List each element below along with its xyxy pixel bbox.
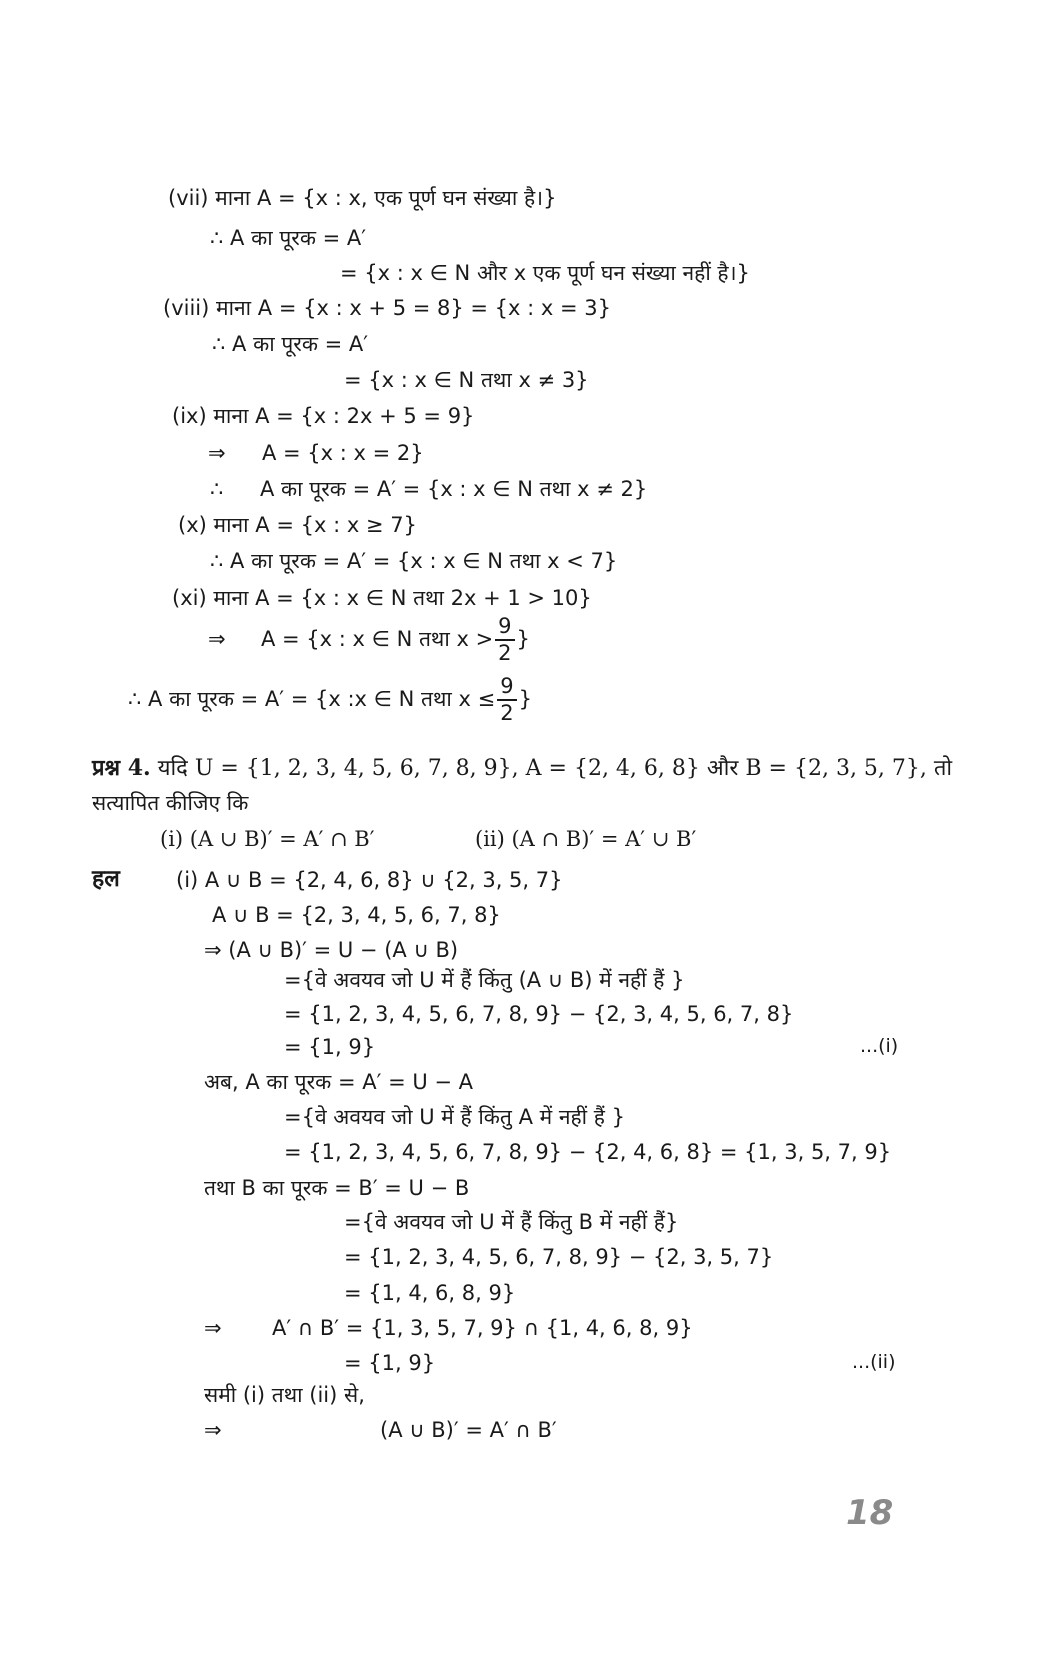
question-sub-i: (i) (A ∪ B)′ = A′ ∩ B′ <box>160 827 375 851</box>
implies-arrow: ⇒ <box>208 627 226 651</box>
part-label: (viii) <box>163 296 210 320</box>
part-lead: माना <box>213 586 249 610</box>
solution-line: ={वे अवयव जो U में हैं किंतु B में नहीं हैं} <box>344 1210 679 1234</box>
solution-line: अब, A का पूरक = A′ = U − A <box>204 1070 474 1094</box>
question-label: प्रश्न 4. <box>92 755 151 781</box>
complement-line: ∴ A का पूरक = A′ <box>210 226 367 250</box>
fraction-nine-halves: $\frac{9}{2}$ <box>497 676 516 724</box>
solution-line: (i) A ∪ B = {2, 4, 6, 8} ∪ {2, 3, 5, 7} <box>176 868 563 892</box>
complement-result: ∴ A का पूरक = A′ = {x :x ∈ N तथा x ≤ $\frac{9}{2}$ } <box>128 674 532 725</box>
complement-result: ∴ A का पूरक = A′ = {x : x ∈ N तथा x < 7} <box>210 549 618 573</box>
complement-result: = {x : x ∈ N तथा x ≠ 3} <box>344 368 589 392</box>
step-line: ⇒ A = {x : x ∈ N तथा x > $\frac{9}{2}$ } <box>208 614 530 665</box>
part-xi-line <box>172 588 592 609</box>
solution-line: ⇒ (A ∪ B)′ = U − (A ∪ B) <box>204 938 459 962</box>
solution-line: = {1, 2, 3, 4, 5, 6, 7, 8, 9} − {2, 3, 4, 5, 6, 7, 8} <box>284 1002 794 1026</box>
set-definition: A = {x : x, एक पूर्ण घन संख्या है।} <box>256 186 557 210</box>
part-viii-line <box>163 298 611 319</box>
question-sub-ii: (ii) (A ∩ B)′ = A′ ∪ B′ <box>475 827 697 851</box>
part-lead: माना <box>213 404 249 428</box>
solution-label: हल <box>92 866 120 892</box>
solution-line: ={वे अवयव जो U में हैं किंतु (A ∪ B) में नहीं हैं } <box>284 968 685 992</box>
solution-line: तथा B का पूरक = B′ = U − B <box>204 1176 470 1200</box>
solution-line: = {1, 2, 3, 4, 5, 6, 7, 8, 9} − {2, 3, 5, 7} <box>344 1245 774 1269</box>
question-text: यदि U = {1, 2, 3, 4, 5, 6, 7, 8, 9}, A = {2, 4, 6, 8} और B = {2, 3, 5, 7}, तो <box>157 756 953 781</box>
part-lead: माना <box>215 186 251 210</box>
implies-arrow: ⇒ <box>204 1418 222 1442</box>
solution-line: A′ ∩ B′ = {1, 3, 5, 7, 9} ∩ {1, 4, 6, 8, 9} <box>272 1316 693 1340</box>
page-number: 18 <box>846 1493 894 1533</box>
solution-line: A ∪ B = {2, 3, 4, 5, 6, 7, 8} <box>212 903 501 927</box>
solution-line: (A ∪ B)′ = A′ ∩ B′ <box>380 1418 557 1442</box>
solution-line: = {1, 2, 3, 4, 5, 6, 7, 8, 9} − {2, 4, 6, 8} = {1, 3, 5, 7, 9} <box>284 1140 892 1164</box>
step-text: A = {x : x ∈ N तथा x > <box>260 627 494 651</box>
implies-arrow: ⇒ <box>208 441 226 465</box>
set-definition: A = {x : x ∈ N तथा 2x + 1 > 10} <box>255 586 592 610</box>
complement-line: ∴ A का पूरक = A′ <box>212 332 369 356</box>
solution-line: = {1, 9} <box>344 1351 436 1375</box>
equation-tag: ...(ii) <box>852 1351 896 1373</box>
result-text: ∴ A का पूरक = A′ = {x :x ∈ N तथा x ≤ <box>128 687 496 711</box>
implies-arrow: ⇒ <box>204 1316 222 1340</box>
part-label: (x) <box>178 513 207 537</box>
part-label: (xi) <box>172 586 207 610</box>
question-text-2: सत्यापित कीजिए कि <box>92 791 249 815</box>
part-ix-line <box>172 406 474 427</box>
set-definition: A = {x : x + 5 = 8} = {x : x = 3} <box>257 296 611 320</box>
question-line <box>92 757 952 780</box>
step-line: A = {x : x = 2} <box>262 441 424 465</box>
set-definition: A = {x : 2x + 5 = 9} <box>255 404 475 428</box>
part-label: (ix) <box>172 404 207 428</box>
part-label: (vii) <box>168 186 209 210</box>
part-lead: माना <box>216 296 252 320</box>
complement-result: A का पूरक = A′ = {x : x ∈ N तथा x ≠ 2} <box>260 477 648 501</box>
solution-line: = {1, 9} <box>284 1035 376 1059</box>
fraction-nine-halves: $\frac{9}{2}$ <box>495 616 514 664</box>
set-definition: A = {x : x ≥ 7} <box>255 513 417 537</box>
solution-line: समी (i) तथा (ii) से, <box>204 1383 365 1407</box>
implies-arrow: ⇒ <box>204 938 222 962</box>
solution-line: ={वे अवयव जो U में हैं किंतु A में नहीं हैं } <box>284 1105 625 1129</box>
equation-tag: ...(i) <box>860 1035 899 1057</box>
solution-line: = {1, 4, 6, 8, 9} <box>344 1281 516 1305</box>
part-lead: माना <box>213 513 249 537</box>
therefore-symbol: ∴ <box>210 477 224 501</box>
part-vii-line <box>168 188 556 209</box>
complement-result: = {x : x ∈ N और x एक पूर्ण घन संख्या नहीं है।} <box>340 261 750 285</box>
part-x-line <box>178 515 417 536</box>
